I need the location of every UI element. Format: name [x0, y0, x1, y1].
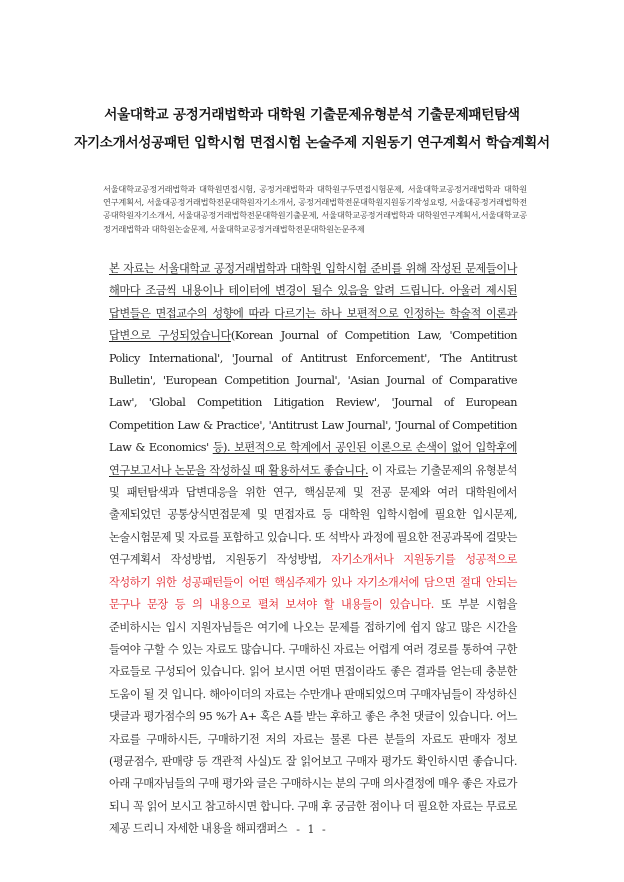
journal-list-text: (Korean Journal of Competition Law, 'Competition Policy International', 'Journal of Antitrust Enforcement', 'The Antitrust Bulletin', 'European Competition Journal', 'Asian Journal of Comparative Law', 'Global Competition Litigation Review', 'Journal of European Competition Law & Practice', 'Antitrust Law Journal', 'Journal of Competition Law & Economics' — [109, 329, 518, 455]
content-description-text: 이 자료는 기출문제의 유형분석 및 패턴탐색과 답변대응을 위한 연구, 핵심문제 및 전공 문제와 여러 대학원에서 출제되었던 공통상식면접문제 및 면접자료 등 대학원 입학시험에 필요한 입시문제, 논술시험문제 및 자료를 포함하고 있습니다. 또 석박사 과정에 필요한 전공과목에 걸맞는 연구계획서 작성방법, 지원동기 작성방법, — [109, 463, 517, 567]
document-title-line-2: 자기소개서성공패턴 입학시험 면접시험 논술주제 지원동기 연구계획서 학습계획서 — [74, 135, 550, 151]
notice-underlined-text: 본 자료는 서울대학교 공정거래법학과 대학원 입학시험 준비를 위해 작성된 문제들이나 해마다 조금씩 내용이나 테이터에 변경이 될수 있음을 알려 드립니다. 아울러 제시된 답변들은 면접교수의 성향에 따라 다르기는 하나 보편적으로 인정하는 학술적 이론과 답변으로 구성되었습니다 — [109, 262, 517, 343]
body-paragraph — [109, 258, 517, 841]
page-number: - 1 - — [296, 823, 328, 836]
highlighted-red-text: 자기소개서나 지원동기를 성공적으로 작성하기 위한 성공패턴들이 어떤 핵심주제가 있나 자기소개서에 담으면 절대 안되는 문구나 문장 등 의 내용으로 펼쳐 보셔야 할 내용들이 있습니다. — [109, 553, 517, 612]
purchase-info-text: 또 부분 시험을 준비하시는 입시 지원자님들은 여기에 나오는 문제를 접하기에 쉽지 않고 많은 시간을 들여야 구할 수 있는 자료도 많습니다. 구매하신 자료는 어렵게 여러 경로를 통하여 구한 자료들로 구성되어 있습니다. 읽어 보시면 어떤 면접이라도 좋은 결과를 얻는데 충분한 도움이 될 것 입니다. 해아이더의 자료는 수만개나 판매되었으며 구매자님들이 작성하신 댓글과 평가점수의 95 %가 A+ 혹은 A를 받는 후하고 좋은 추천 댓글이 있습니다. 어느 자료를 구매하시든, 구매하기전 저의 자료는 물론 다른 분들의 자료도 판매자 정보(평균점수, 판매량 등 객관적 사실)도 잘 읽어보고 구매자 평가도 확인하시면 좋습니다. 아래 구매자님들의 구매 평가와 글은 구매하시는 분의 구매 의사결정에 매우 좋은 자료가 되니 꼭 읽어 보시고 참고하시면 합니다. 구매 후 궁금한 점이나 더 필요한 자료는 무료로 제공 드리니 자세한 내용을 해피캠퍼스 — [109, 598, 517, 836]
keyword-paragraph: 서울대학교공정거래법학과 대학원면접시험, 공정거래법학과 대학원구두면접시험문제, 서울대학교공정거래법학과 대학원연구계획서, 서울대공정거래법학전문대학원자기소개서, 공정거래법학전문대학원지원동기작성요령, 서울대공정거래법학전공대학원자기소개서, 서울대공정거래법학전문대학원기출문제, 서울대학교공정거래법학과 대학원연구계획서,서울대학교공정거래법학과 대학원논술문제, 서울대학교공정거래법학전문대학원논문주제 — [103, 184, 527, 234]
document-title-line-1: 서울대학교 공정거래법학과 대학원 기출문제유형분석 기출문제패턴탐색 — [104, 107, 520, 123]
usage-underlined-text: 등). 보편적으로 학계에서 공인된 이론으로 손색이 없어 입학후에 연구보고서나 논문을 작성하실 때 활용하셔도 좋습니다. — [109, 441, 517, 477]
